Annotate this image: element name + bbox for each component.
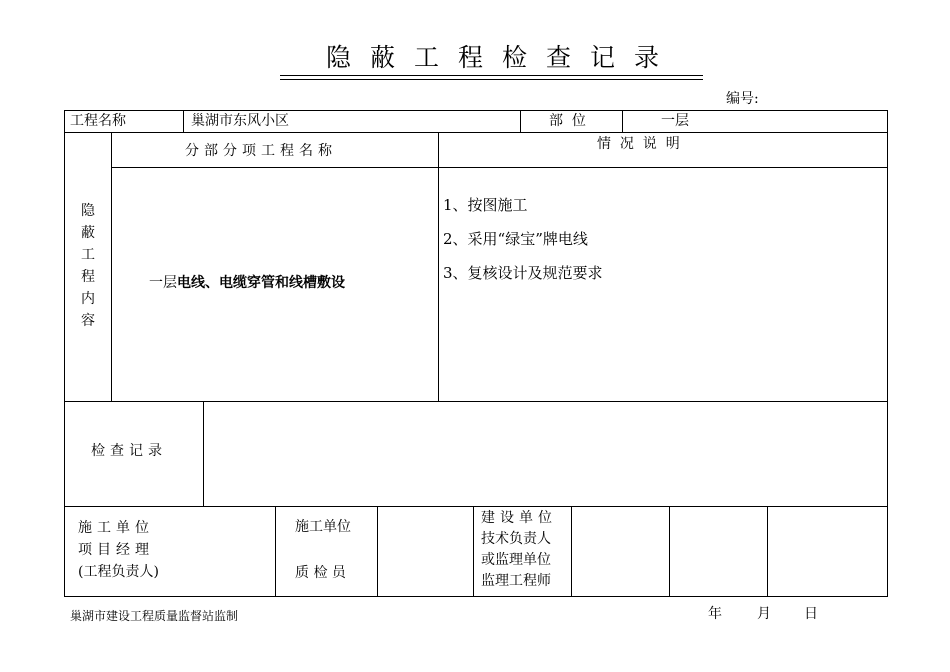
row-divider-subheader bbox=[112, 167, 887, 168]
description-header: 情 况 说 明 bbox=[597, 136, 680, 152]
col-divider bbox=[520, 111, 521, 132]
inspection-record-label: 检查记录 bbox=[91, 443, 167, 459]
subproject-header: 分部分项工程名称 bbox=[185, 143, 337, 159]
quality-inspector-label-line1: 施工单位 bbox=[295, 519, 351, 535]
date-year-label: 年 bbox=[708, 606, 722, 622]
quality-inspector-label-line2: 质 检 员 bbox=[295, 565, 346, 581]
date-day-label: 日 bbox=[804, 606, 818, 622]
col-divider bbox=[111, 132, 112, 401]
col-divider bbox=[767, 506, 768, 596]
sig-label-line: 施工单位 bbox=[78, 520, 154, 536]
col-divider bbox=[203, 401, 204, 506]
concealed-work-side-label bbox=[78, 200, 98, 332]
description-list bbox=[443, 188, 603, 290]
col-divider bbox=[275, 506, 276, 596]
description-item: 1、按图施工 bbox=[443, 196, 528, 214]
sig-label-line: 项目经理 bbox=[78, 542, 154, 558]
side-label-char: 蔽 bbox=[81, 225, 95, 241]
description-item: 2、采用“绿宝”牌电线 bbox=[443, 230, 588, 248]
side-label-char: 程 bbox=[81, 269, 95, 285]
sig-label-line: (工程负责人) bbox=[78, 564, 159, 580]
project-name-label: 工程名称 bbox=[70, 113, 126, 129]
title-underline-top bbox=[280, 75, 703, 76]
title-underline-bottom bbox=[280, 79, 703, 80]
sig-label-line: 监理工程师 bbox=[481, 573, 551, 589]
col-divider bbox=[622, 111, 623, 132]
supervisor-label bbox=[481, 508, 557, 592]
construction-manager-label bbox=[78, 517, 159, 583]
subproject-prefix: 一层 bbox=[149, 275, 177, 291]
col-divider bbox=[473, 506, 474, 596]
sig-label-line: 或监理单位 bbox=[481, 552, 551, 568]
row-divider-inspection bbox=[65, 506, 887, 507]
row-divider-header bbox=[65, 132, 887, 133]
issuer-label: 巢湖市建设工程质量监督站监制 bbox=[70, 609, 239, 623]
location-label: 部 位 bbox=[549, 113, 586, 129]
col-divider bbox=[669, 506, 670, 596]
col-divider bbox=[377, 506, 378, 596]
date-month-label: 月 bbox=[757, 606, 771, 622]
side-label-char: 工 bbox=[81, 247, 95, 263]
document-number-label: 编号: bbox=[726, 91, 759, 107]
description-item: 3、复核设计及规范要求 bbox=[443, 264, 603, 282]
side-label-char: 隐 bbox=[81, 203, 95, 219]
project-name-value: 巢湖市东风小区 bbox=[191, 113, 289, 129]
document-title: 隐蔽工程检查记录 bbox=[325, 43, 678, 72]
side-label-char: 内 bbox=[81, 291, 95, 307]
inspection-form bbox=[64, 110, 888, 597]
col-divider bbox=[438, 132, 439, 401]
subproject-value: 电线、电缆穿管和线槽敷设 bbox=[177, 275, 345, 291]
sig-label-line: 技术负责人 bbox=[481, 531, 551, 547]
side-label-char: 容 bbox=[81, 313, 95, 329]
row-divider-content bbox=[65, 401, 887, 402]
sig-label-line: 建设单位 bbox=[481, 510, 557, 526]
subproject-cell bbox=[149, 274, 345, 292]
col-divider bbox=[183, 111, 184, 132]
location-value: 一层 bbox=[661, 113, 689, 129]
col-divider bbox=[571, 506, 572, 596]
